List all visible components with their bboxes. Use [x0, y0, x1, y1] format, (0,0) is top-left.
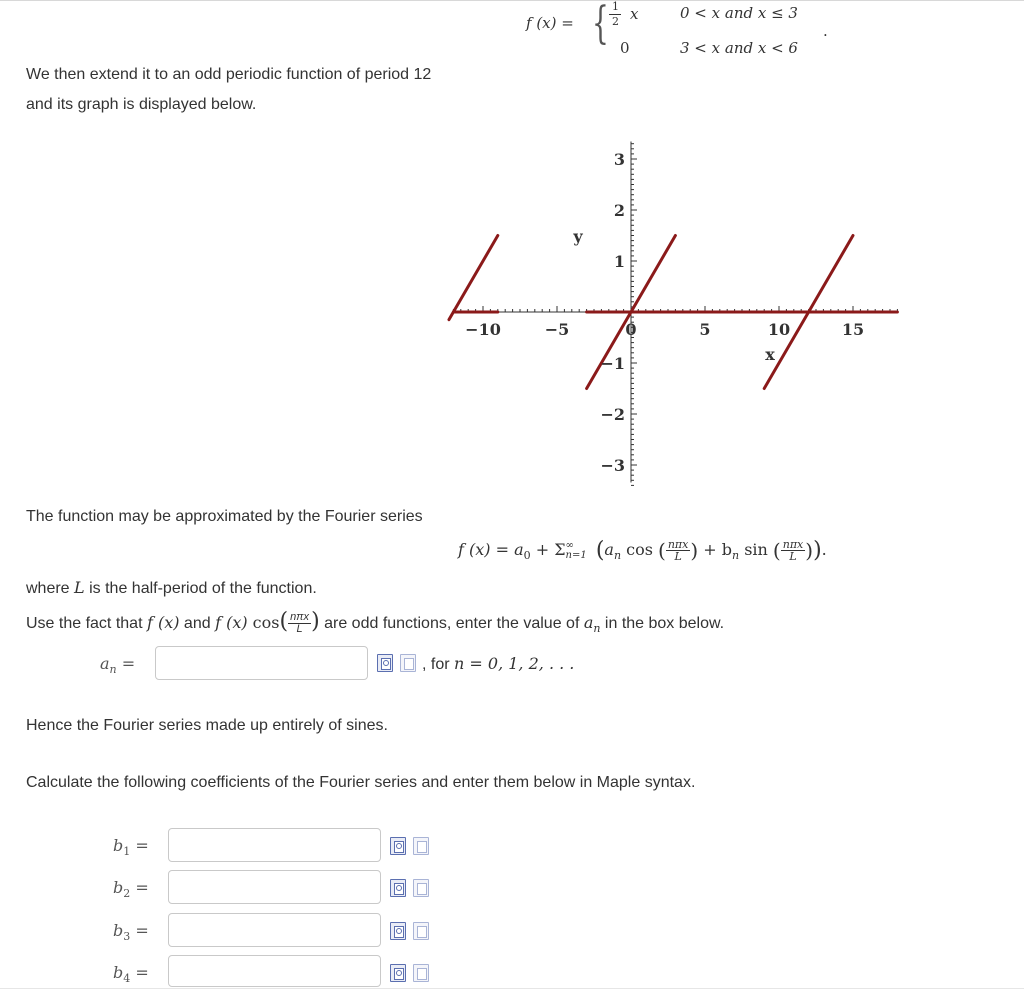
- b3-label: [113, 921, 149, 943]
- b2-help-icon[interactable]: [413, 879, 429, 897]
- b2-label: [113, 878, 149, 900]
- b2-input[interactable]: [168, 870, 381, 904]
- b1-label: [113, 836, 149, 858]
- formula-bn: + b: [698, 540, 733, 559]
- formula-frac-num-1: nπx: [667, 538, 689, 551]
- where-line: [26, 578, 317, 598]
- calc-text: Calculate the following coefficients of the Fourier series and enter them below in Maple syntax.: [26, 774, 696, 791]
- left-brace: {: [592, 0, 609, 49]
- odd-an-sub: n: [593, 622, 601, 636]
- odd-frac-num: nπx: [290, 611, 310, 624]
- piecewise-cond-2: 3 < x and x < 6: [680, 39, 798, 57]
- fourier-intro: The function may be approximated by the Fourier series: [26, 508, 423, 525]
- odd-frac-den: L: [296, 623, 303, 636]
- where-post: is the half-period of the function.: [84, 580, 317, 597]
- formula-a0-sub: 0: [523, 549, 531, 563]
- x-tick-label: 0: [625, 320, 637, 339]
- b2-label-eq: =: [130, 878, 149, 897]
- b4-label: [113, 963, 149, 985]
- odd-f1: f (x): [146, 613, 180, 632]
- odd-and: and: [179, 615, 216, 632]
- formula-frac-den-1: L: [674, 550, 682, 563]
- an-label-sub: n: [109, 663, 117, 677]
- piecewise-end-mark: .: [823, 22, 828, 40]
- x-tick-label: −5: [544, 320, 570, 339]
- b2-preview-icon[interactable]: [390, 879, 406, 897]
- b1-label-sub: 1: [123, 845, 131, 859]
- b2-label-sub: 2: [123, 887, 131, 901]
- formula-cos: cos: [621, 540, 653, 559]
- odd-pre: Use the fact that: [26, 615, 147, 632]
- odd-an: a: [583, 613, 594, 632]
- b4-label-sub: 4: [123, 972, 131, 986]
- formula-sin: sin: [739, 540, 768, 559]
- series-segment: [449, 236, 498, 320]
- b3-label-eq: =: [130, 921, 149, 940]
- formula-lhs: f (x) = a: [458, 540, 524, 559]
- b1-help-icon[interactable]: [413, 837, 429, 855]
- y-tick-label: −1: [600, 354, 625, 373]
- hence-text: Hence the Fourier series made up entirely of sines.: [26, 717, 388, 734]
- b3-help-icon[interactable]: [413, 922, 429, 940]
- odd-tail: in the box below.: [600, 615, 725, 632]
- an-suffix-math: n = 0, 1, 2, . . .: [454, 654, 575, 673]
- odd-f2: f (x): [215, 613, 248, 632]
- b3-preview-icon[interactable]: [390, 922, 406, 940]
- odd-post: are odd functions, enter the value of: [319, 615, 584, 632]
- odd-cos: cos: [247, 613, 280, 632]
- piecewise-cond-1: 0 < x and x ≤ 3: [680, 4, 798, 22]
- formula-sum-sub: n=1: [565, 549, 587, 561]
- formula-frac-num-2: nπx: [782, 538, 804, 551]
- x-axis-label: x: [765, 345, 775, 364]
- where-pre: where: [26, 580, 75, 597]
- intro-line-1: We then extend it to an odd periodic function of period 12: [26, 66, 432, 83]
- formula-frac-den-2: L: [789, 550, 797, 563]
- y-tick-label: 3: [613, 150, 625, 169]
- intro-line-2: and its graph is displayed below.: [26, 96, 257, 113]
- an-preview-icon[interactable]: [377, 654, 393, 672]
- b3-label-b: b: [113, 921, 124, 940]
- y-tick-label: 2: [613, 201, 625, 220]
- formula-bn-sub: n: [732, 549, 740, 563]
- formula-sum-sup: ∞: [565, 539, 574, 551]
- piecewise-lhs: f (x) =: [526, 14, 574, 32]
- odd-functions-line: Use the fact that f (x) and f (x) cos( $\frac{\text{nπx}}{L}$ ) are odd functions, enter the value of $a_n$ in the box below.: [26, 609, 725, 636]
- b4-input[interactable]: [168, 955, 381, 987]
- an-suffix: [422, 654, 574, 674]
- x-tick-label: 5: [699, 320, 711, 339]
- b1-input[interactable]: [168, 828, 381, 862]
- y-axis-label: y: [573, 227, 583, 246]
- an-label-eq: =: [116, 654, 136, 673]
- piecewise-coef-den: 2: [612, 15, 619, 28]
- x-tick-label: 10: [767, 320, 791, 339]
- b1-preview-icon[interactable]: [390, 837, 406, 855]
- an-label: [100, 654, 135, 676]
- fourier-formula: f $(x) = a_0 + \Sigma$ ∞ n=1 ($a_n$ cos ( $\frac{\text{nπx}}{L}$ ) + $b_n$ sin ( $\frac{\text{nπx}}{L}$ )).: [458, 538, 827, 563]
- piecewise-row2-expr: 0: [620, 39, 630, 57]
- b3-input[interactable]: [168, 913, 381, 947]
- an-label-a: a: [100, 654, 110, 673]
- y-tick-label: −3: [600, 456, 625, 475]
- an-input[interactable]: [155, 646, 368, 680]
- where-L: L: [74, 578, 85, 597]
- y-tick-label: 1: [613, 252, 625, 271]
- an-suffix-text: , for: [422, 656, 455, 673]
- b4-preview-icon[interactable]: [390, 964, 406, 982]
- piecewise-coef-num: 1: [612, 0, 619, 13]
- b3-label-sub: 3: [123, 930, 131, 944]
- b2-label-b: b: [113, 878, 124, 897]
- b4-label-eq: =: [130, 963, 149, 982]
- b4-label-b: b: [113, 963, 124, 982]
- b4-help-icon[interactable]: [413, 964, 429, 982]
- x-tick-label: −10: [465, 320, 501, 339]
- formula-an-sub: n: [613, 549, 622, 563]
- b1-label-b: b: [113, 836, 124, 855]
- an-help-icon[interactable]: [400, 654, 416, 672]
- piecewise-var: x: [630, 5, 639, 23]
- formula-an: a: [604, 540, 614, 559]
- formula-sum: + Σ: [530, 540, 566, 559]
- b1-label-eq: =: [130, 836, 149, 855]
- x-tick-label: 15: [841, 320, 865, 339]
- formula-end: .: [821, 540, 827, 559]
- y-tick-label: −2: [600, 405, 625, 424]
